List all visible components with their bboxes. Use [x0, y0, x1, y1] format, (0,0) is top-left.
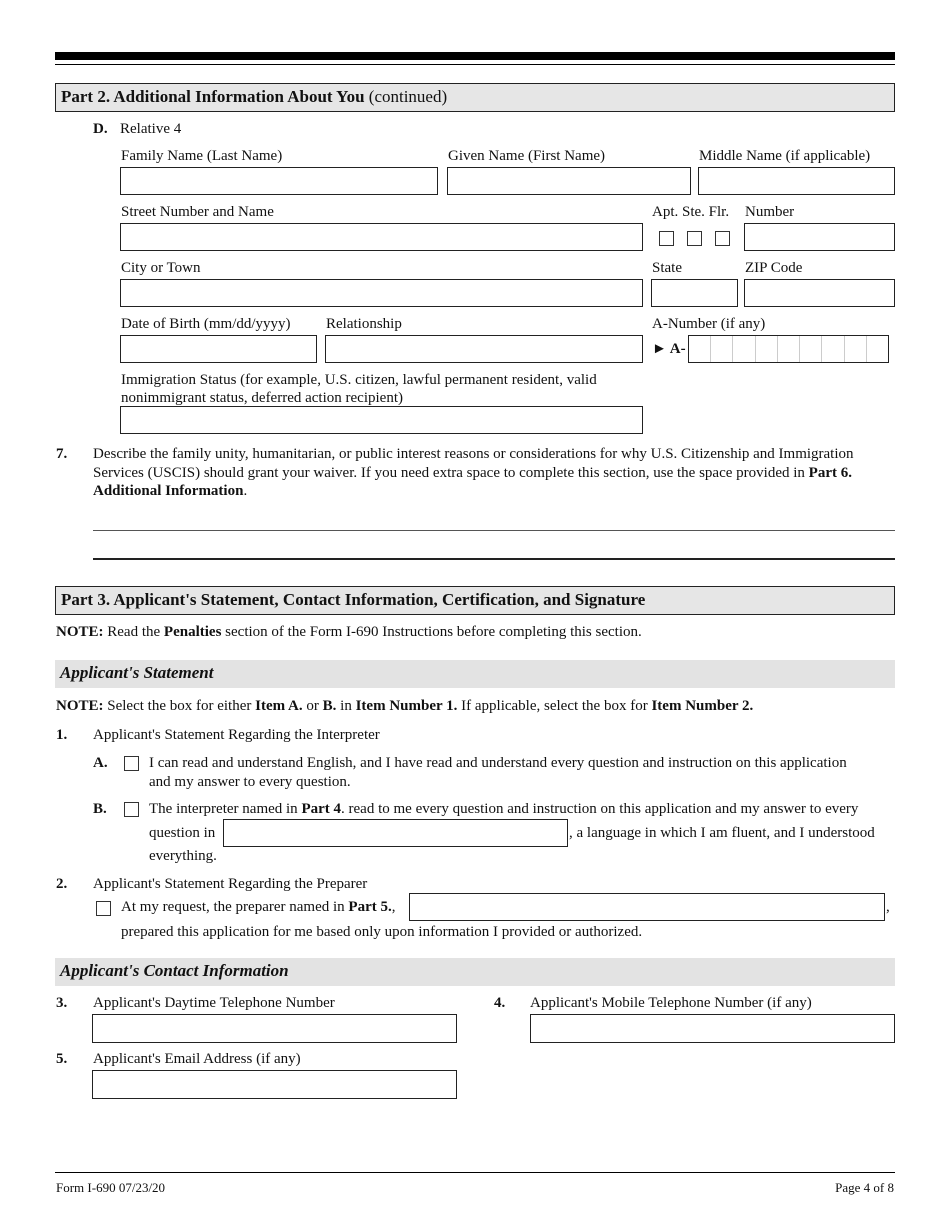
daytime-phone-field[interactable]: [92, 1014, 457, 1043]
state-label: State: [652, 260, 682, 276]
anumber-field[interactable]: [688, 335, 889, 363]
relative-letter: D.: [93, 121, 108, 137]
preparer-name-field[interactable]: [409, 893, 885, 921]
item1b-checkbox[interactable]: [124, 802, 139, 817]
item4-label: Applicant's Mobile Telephone Number (if any): [530, 995, 812, 1011]
item7-line1: Describe the family unity, humanitarian, or public interest reasons or considerations for why U.S. Citizenship and Immigration: [93, 446, 854, 462]
city-label: City or Town: [121, 260, 201, 276]
street-field[interactable]: [120, 223, 643, 251]
given-name-label: Given Name (First Name): [448, 148, 606, 164]
top-thick-rule: [55, 52, 895, 60]
item7-answer-line1[interactable]: [93, 530, 895, 531]
item7-line2: Services (USCIS) should grant your waiver. If you need extra space to complete this section, use the space provided in Part 6.: [93, 465, 852, 481]
item1a-line1: I can read and understand English, and I have read and understand every question and instruction on this application: [149, 755, 847, 771]
middle-name-field[interactable]: [698, 167, 895, 195]
anumber-prefix: ► A-: [652, 341, 686, 357]
item3-number: 3.: [56, 995, 68, 1011]
immigration-label-line2: nonimmigrant status, deferred action recipient): [121, 390, 403, 406]
footer-form: Form I-690 07/23/20: [56, 1180, 166, 1195]
item1b-line1: The interpreter named in Part 4. read to me every question and instruction on this application and my answer to every: [149, 801, 859, 817]
middle-name-label: Middle Name (if applicable): [699, 148, 871, 164]
item1-number: 1.: [56, 727, 68, 743]
item1a-letter: A.: [93, 755, 108, 771]
part2-header: [55, 83, 895, 112]
relationship-label: Relationship: [326, 316, 402, 332]
item3-label: Applicant's Daytime Telephone Number: [93, 995, 335, 1011]
immigration-label-line1: Immigration Status (for example, U.S. citizen, lawful permanent resident, valid: [121, 372, 597, 388]
contact-heading: Applicant's Contact Information: [55, 958, 895, 986]
city-field[interactable]: [120, 279, 643, 307]
item1a-checkbox[interactable]: [124, 756, 139, 771]
number-label: Number: [745, 204, 795, 220]
part3-note2: NOTE: Select the box for either Item A. or B. in Item Number 1. If applicable, select the box for Item Number 2.: [56, 698, 754, 714]
item2-line2: prepared this application for me based only upon information I provided or authorized.: [121, 924, 643, 940]
email-field[interactable]: [92, 1070, 457, 1099]
item7-line3: Additional Information.: [93, 483, 248, 499]
item2-checkbox[interactable]: [96, 901, 111, 916]
item7-answer-line2[interactable]: [93, 558, 895, 560]
apt-number-field[interactable]: [744, 223, 895, 251]
part2-title: Part 2. Additional Information About You: [61, 87, 365, 106]
item2-label: Applicant's Statement Regarding the Preparer: [93, 876, 368, 892]
item1b-line2-b: , a language in which I am fluent, and I understood: [569, 825, 875, 841]
relationship-field[interactable]: [325, 335, 643, 363]
dob-field[interactable]: [120, 335, 317, 363]
zip-field[interactable]: [744, 279, 895, 307]
apt-label: Apt. Ste. Flr.: [652, 204, 730, 220]
item5-number: 5.: [56, 1051, 68, 1067]
interpreter-language-field[interactable]: [223, 819, 568, 847]
footer-page: Page 4 of 8: [835, 1180, 894, 1195]
part2-title-continued: (continued): [364, 87, 448, 106]
item2-number: 2.: [56, 876, 68, 892]
family-name-field[interactable]: [120, 167, 438, 195]
street-label: Street Number and Name: [121, 204, 274, 220]
family-name-label: Family Name (Last Name): [121, 148, 283, 164]
given-name-field[interactable]: [447, 167, 691, 195]
dob-label: Date of Birth (mm/dd/yyyy): [121, 316, 291, 332]
item4-number: 4.: [494, 995, 506, 1011]
relative-label: Relative 4: [120, 121, 182, 137]
item5-label: Applicant's Email Address (if any): [93, 1051, 301, 1067]
zip-label: ZIP Code: [745, 260, 803, 276]
part3-note1: NOTE: Read the Penalties section of the Form I-690 Instructions before completing this section.: [56, 624, 642, 640]
statement-heading: Applicant's Statement: [55, 660, 895, 688]
part3-header: [55, 586, 895, 615]
state-field[interactable]: [651, 279, 738, 307]
immigration-status-field[interactable]: [120, 406, 643, 434]
apt-checkbox[interactable]: [659, 231, 674, 246]
part3-title: Part 3. Applicant's Statement, Contact Information, Certification, and Signature: [61, 590, 646, 609]
footer-rule: [55, 1172, 895, 1173]
flr-checkbox[interactable]: [715, 231, 730, 246]
item1a-line2: and my answer to every question.: [149, 774, 351, 790]
item1b-line3: everything.: [149, 848, 217, 864]
ste-checkbox[interactable]: [687, 231, 702, 246]
top-thin-rule: [55, 64, 895, 65]
mobile-phone-field[interactable]: [530, 1014, 895, 1043]
item1-label: Applicant's Statement Regarding the Interpreter: [93, 727, 380, 743]
item2-comma: ,: [886, 899, 890, 915]
item1b-letter: B.: [93, 801, 107, 817]
anumber-label: A-Number (if any): [652, 316, 766, 332]
item1b-line2-a: question in: [149, 825, 216, 841]
item2-line1: At my request, the preparer named in Part 5.,: [121, 899, 396, 915]
item7-number: 7.: [56, 446, 68, 462]
